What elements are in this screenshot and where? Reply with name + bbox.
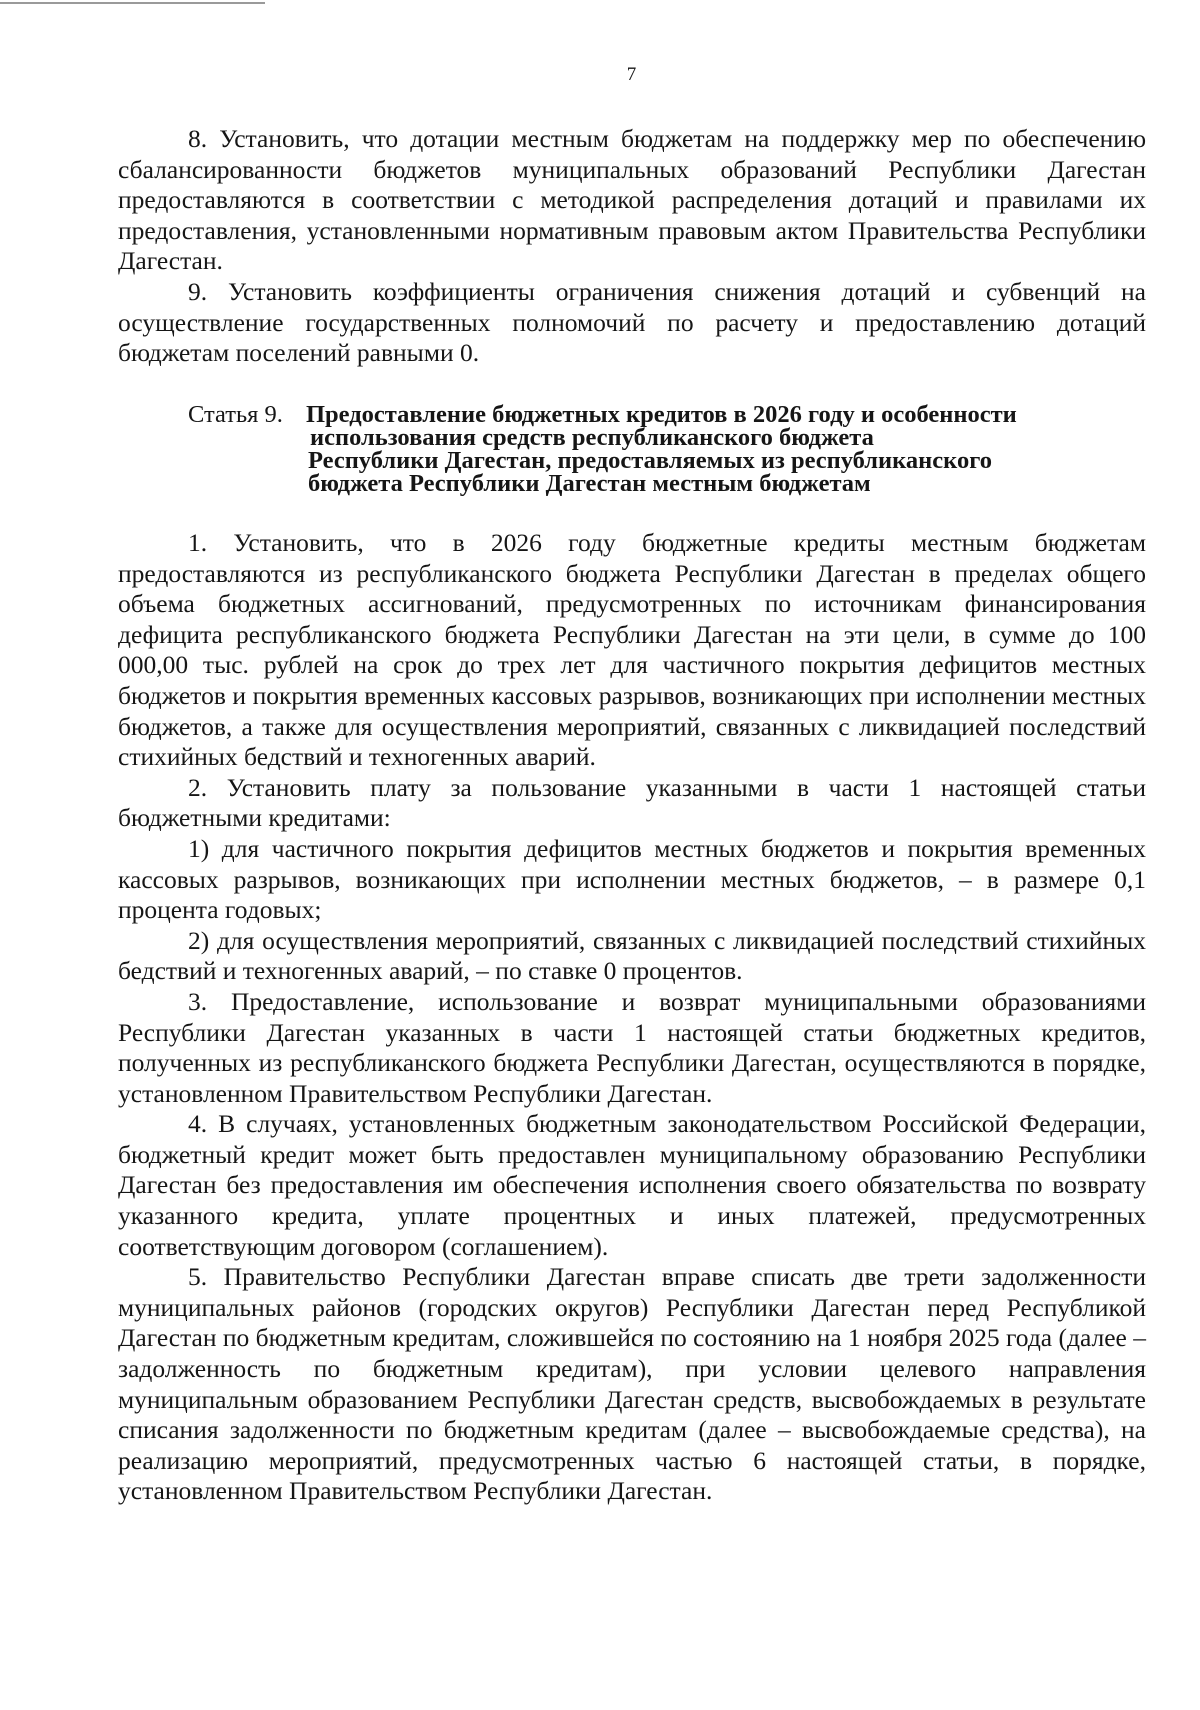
article-title-line: бюджета Республики Дагестан местным бюджетам xyxy=(308,470,871,497)
paragraph-part-1: 1. Установить, что в 2026 году бюджетные кредиты местным бюджетам предоставляются из республиканского бюджета Республики Дагестан в пределах общего объема бюджетных ассигнований, предусмотренных по источникам финансирования дефицита республиканского бюджета Республики Дагестан на эти цели, в сумме до 100 000,00 тыс. рублей на срок до трех лет для частичного покрытия дефицитов местных бюджетов и покрытия временных кассовых разрывов, возникающих при исполнении местных бюджетов, а также для осуществления мероприятий, связанных с ликвидацией последствий стихийных бедствий и техногенных аварий. xyxy=(118,528,1146,772)
paragraph-8: 8. Установить, что дотации местным бюджетам на поддержку мер по обеспечению сбалансированности бюджетов муниципальных образований Республики Дагестан предоставляются в соответствии с методикой распределения дотаций и правилами их предоставления, установленными нормативным правовым актом Правительства Республики Дагестан. xyxy=(118,124,1146,276)
section-top xyxy=(118,124,1146,369)
article-label: Статья 9. xyxy=(188,401,283,428)
paragraph-part-2: 2. Установить плату за пользование указанными в части 1 настоящей статьи бюджетными кредитами: xyxy=(118,772,1146,833)
paragraph-item-2: 2) для осуществления мероприятий, связанных с ликвидацией последствий стихийных бедствий и техногенных аварий, – по ставке 0 процентов. xyxy=(118,925,1146,986)
section-main xyxy=(118,528,1146,1507)
article-title-line: Предоставление бюджетных кредитов в 2026 году и особенности xyxy=(306,401,1017,428)
paragraph-part-3: 3. Предоставление, использование и возврат муниципальными образованиями Республики Дагестан указанных в части 1 настоящей статьи бюджетных кредитов, полученных из республиканского бюджета Республики Дагестан, осуществляются в порядке, установленном Правительством Республики Дагестан. xyxy=(118,986,1146,1108)
paragraph-part-4: 4. В случаях, установленных бюджетным законодательством Российской Федерации, бюджетный кредит может быть предоставлен муниципальному образованию Республики Дагестан без предоставления им обеспечения исполнения своего обязательства по возврату указанного кредита, уплате процентных и иных платежей, предусмотренных соответствующим договором (соглашением). xyxy=(118,1109,1146,1261)
page-number: 7 xyxy=(626,64,637,85)
paragraph-part-5: 5. Правительство Республики Дагестан вправе списать две трети задолженности муниципальных районов (городских округов) Республики Дагестан перед Республикой Дагестан по бюджетным кредитам, сложившейся по состоянию на 1 ноября 2025 года (далее – задолженность по бюджетным кредитам), при условии целевого направления муниципальным образованием Республики Дагестан средств, высвобождаемых в результате списания задолженности по бюджетным кредитам (далее – высвобождаемые средства), на реализацию мероприятий, предусмотренных частью 6 настоящей статьи, в порядке, установленном Правительством Республики Дагестан. xyxy=(118,1262,1146,1506)
scan-edge-line xyxy=(0,2,265,4)
article-title-line: Республики Дагестан, предоставляемых из республиканского xyxy=(308,447,992,474)
paragraph-item-1: 1) для частичного покрытия дефицитов местных бюджетов и покрытия временных кассовых разрывов, возникающих при исполнении местных бюджетов, – в размере 0,1 процента годовых; xyxy=(118,833,1146,925)
paragraph-9: 9. Установить коэффициенты ограничения снижения дотаций и субвенций на осуществление государственных полномочий по расчету и предоставлению дотаций бюджетам поселений равными 0. xyxy=(118,276,1146,368)
article-title-line: использования средств республиканского бюджета xyxy=(310,424,874,451)
